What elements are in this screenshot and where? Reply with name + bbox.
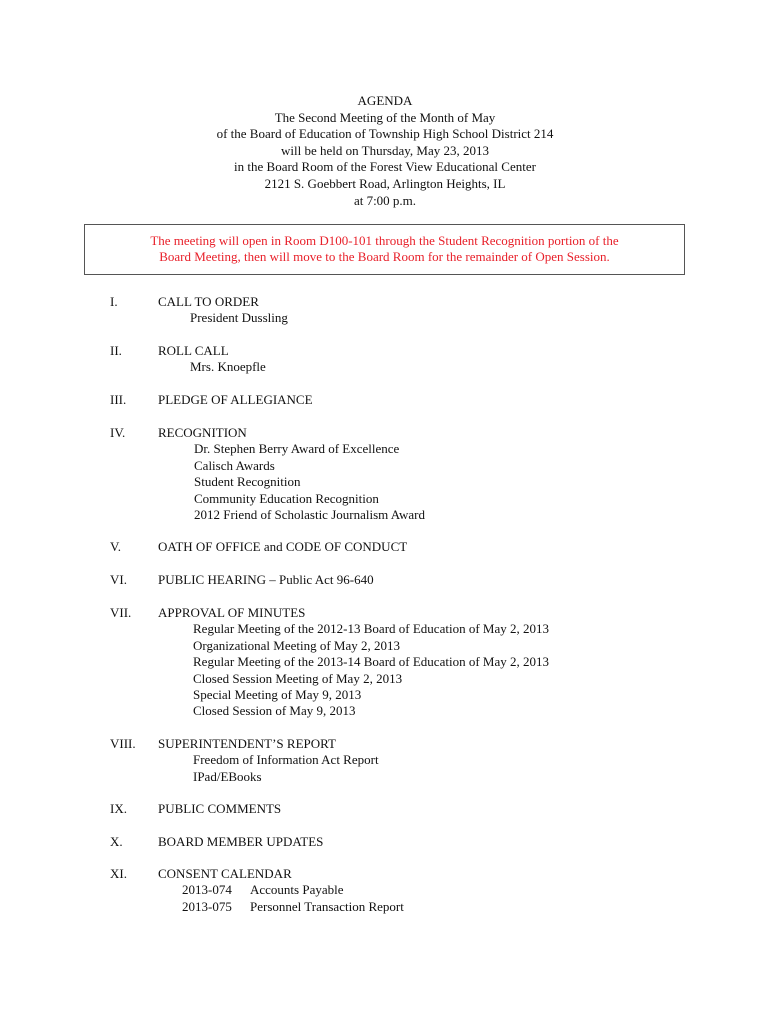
item-numeral: II. [110,343,122,358]
sub-item: Closed Session Meeting of May 2, 2013 [193,670,403,686]
item-title: SUPERINTENDENT’S REPORT [158,736,336,751]
item-title: OATH OF OFFICE and CODE OF CONDUCT [158,539,408,554]
sub-item: Organizational Meeting of May 2, 2013 [193,637,400,653]
item-title: RECOGNITION [158,425,247,440]
agenda-title: AGENDA [357,93,413,108]
meeting-address: 2121 S. Goebbert Road, Arlington Heights, IL [264,175,506,191]
meeting-location: in the Board Room of the Forest View Educational Center [234,159,536,175]
board-name: of the Board of Education of Township High School District 214 [216,126,554,142]
room-notice-box [84,224,685,275]
item-title: CONSENT CALENDAR [158,866,292,881]
item-numeral: III. [110,392,127,407]
item-numeral: VII. [110,605,132,620]
item-title: PUBLIC HEARING – Public Act 96-640 [158,572,374,587]
sub-item: Mrs. Knoepfle [190,359,266,375]
resolution-row [182,899,404,915]
item-numeral: VIII. [110,736,136,751]
sub-item: Special Meeting of May 9, 2013 [193,687,362,702]
item-numeral: I. [110,294,118,309]
item-title: CALL TO ORDER [158,294,259,309]
sub-item: Community Education Recognition [194,490,379,506]
item-title: PUBLIC COMMENTS [158,801,282,816]
room-notice-line-1: The meeting will open in Room D100-101 through the Student Recognition portion of the [150,233,619,248]
sub-item: Regular Meeting of the 2012-13 Board of Education of May 2, 2013 [193,621,549,637]
meeting-time: at 7:00 p.m. [353,192,417,208]
resolution-label: Personnel Transaction Report [250,898,404,914]
meeting-name: The Second Meeting of the Month of May [274,109,496,125]
sub-item: 2012 Friend of Scholastic Journalism Award [194,507,425,522]
item-numeral: IX. [110,801,127,816]
meeting-date: will be held on Thursday, May 23, 2013 [281,142,489,158]
item-numeral: V. [110,539,121,554]
sub-item: Freedom of Information Act Report [193,752,379,768]
resolution-row [182,882,344,898]
resolution-code: 2013-075 [182,898,232,914]
sub-item: Calisch Awards [194,457,275,473]
sub-item: IPad/EBooks [193,768,262,784]
sub-item: Dr. Stephen Berry Award of Excellence [194,441,400,457]
item-title: ROLL CALL [158,343,229,358]
sub-item: Closed Session of May 9, 2013 [193,703,356,719]
room-notice-line-2: Board Meeting, then will move to the Board Room for the remainder of Open Session. [159,249,610,265]
item-numeral: IV. [110,425,126,440]
resolution-label: Accounts Payable [250,882,344,898]
item-title: APPROVAL OF MINUTES [158,605,306,620]
item-numeral: VI. [110,572,127,587]
sub-item: Regular Meeting of the 2013-14 Board of Education of May 2, 2013 [193,654,549,670]
item-title: PLEDGE OF ALLEGIANCE [158,392,313,407]
item-title: BOARD MEMBER UPDATES [158,834,324,849]
sub-item: Student Recognition [194,474,301,490]
item-numeral: X. [110,834,123,849]
sub-item: President Dussling [190,310,288,326]
agenda-header [0,93,770,209]
item-numeral: XI. [110,866,127,881]
resolution-code: 2013-074 [182,882,232,898]
